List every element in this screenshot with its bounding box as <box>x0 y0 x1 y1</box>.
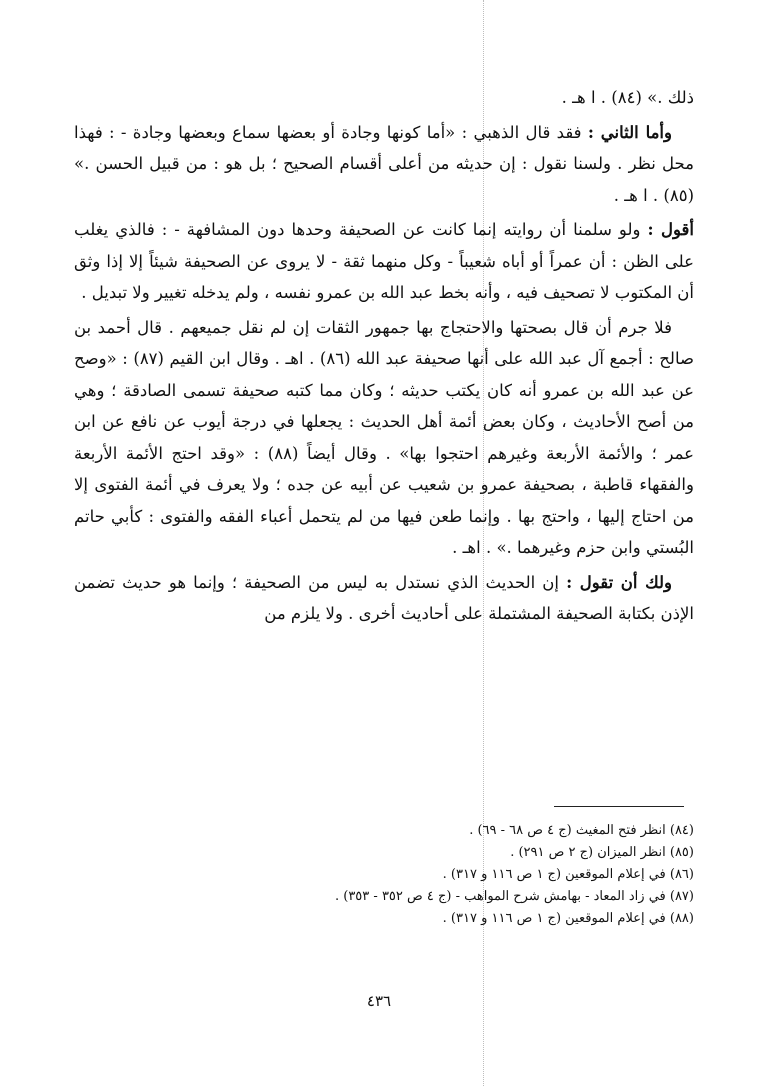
footnote-85: (٨٥) انظر الميزان (ج ٢ ص ٢٩١) . <box>510 845 694 860</box>
footnote-87: (٨٧) في زاد المعاد - بهامش شرح المواهب - (ج ٤ ص ٣٥٢ - ٣٥٣) . <box>334 889 694 904</box>
paragraph-1-text: ذلك .» (٨٤) . ا هـ . <box>561 88 694 107</box>
paragraph-2-text: فقد قال الذهبي : «أما كونها وجادة أو بعضها سماع وبعضها وجادة - : فهذا محل نظر . ولسنا نقول : إن حديثه من أعلى أقسام الصحيح ؛ بل هو : من قبيل الحسن .» (٨٥) . ا هـ . <box>74 122 694 205</box>
paragraph-2 <box>74 117 694 212</box>
paragraph-4-text: فلا جرم أن قال بصحتها والاحتجاج بها جمهور الثقات إن لم نقل جميعهم . قال أحمد بن صالح : أجمع آل عبد الله على أنها صحيفة عبد الله (٨٦) . اهـ . وقال ابن القيم (٨٧) : «وصح عن عبد الله بن عمرو أنه كان يكتب حديثه ؛ وكان مما كتبه صحيفة تسمى الصادقة ؛ وهي من أصح الأحاديث ، وكان بعض أئمة أهل الحديث : يجعلها في درجة أيوب عن نافع عن ابن عمر ؛ والأئمة الأربعة وغيرهم احتجوا بها» . وقال أيضاً (٨٨) : «وقد احتج الأئمة الأربعة والفقهاء قاطبة ، بصحيفة عمرو بن شعيب عن أبيه عن جده ؛ ولا يعرف في أئمة الفتوى إلا من احتاج إليها ، واحتج بها . وإنما طعن فيها من لم يتحمل أعباء الفقه والفتوى : كأبي حاتم البُستي وابن حزم وغيرهما .» . اهـ . <box>74 317 694 557</box>
main-text <box>74 82 694 630</box>
paragraph-5-label: ولك أن تقول : <box>566 572 672 592</box>
paragraph-1 <box>74 82 694 114</box>
paragraph-2-label: وأما الثاني : <box>587 122 672 142</box>
footnote-88: (٨٨) في إعلام الموقعين (ج ١ ص ١١٦ و ٣١٧) . <box>442 911 694 926</box>
footnote-separator <box>554 806 684 807</box>
footnote-86: (٨٦) في إعلام الموقعين (ج ١ ص ١١٦ و ٣١٧) . <box>442 867 694 882</box>
paragraph-4 <box>74 312 694 564</box>
footnote-84: (٨٤) انظر فتح المغيث (ج ٤ ص ٦٨ - ٦٩) . <box>469 823 694 838</box>
paragraph-3-label: أقول : <box>647 220 694 239</box>
paragraph-3-text: ولو سلمنا أن روايته إنما كانت عن الصحيفة وحدها دون المشافهة - : فالذي يغلب على الظن : أن عمراً أو أباه شعيباً - وكل منهما ثقة - لا يروى عن الصحيفة شيئاً إلا إذا وثق أن المكتوب لا تصحيف فيه ، وأنه بخط عبد الله بن عمرو نفسه ، ولم يدخله تغيير ولا تبديل . <box>74 220 694 302</box>
paragraph-5 <box>74 567 694 630</box>
page-number: ٤٣٦ <box>366 992 392 1010</box>
footnotes <box>74 820 694 930</box>
paragraph-5-text: إن الحديث الذي نستدل به ليس من الصحيفة ؛ وإنما هو حديث تضمن الإذن بكتابة الصحيفة المشتملة على أحاديث أخرى . ولا يلزم من <box>74 572 694 623</box>
paragraph-3 <box>74 214 694 309</box>
